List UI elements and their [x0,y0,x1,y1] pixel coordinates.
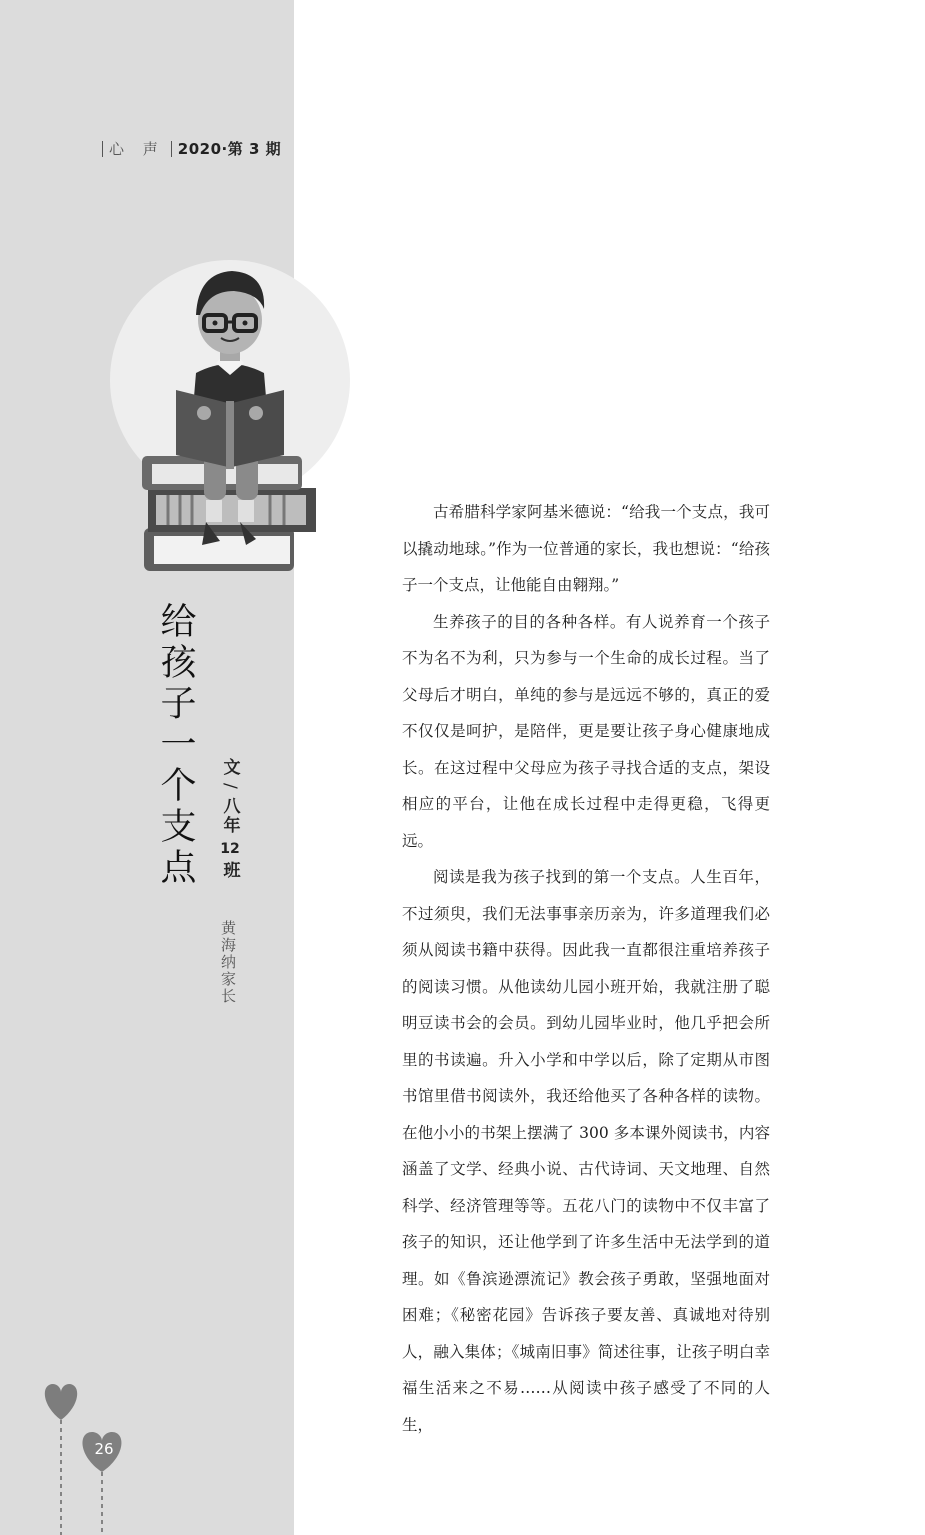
byline-class-number: 12 [220,840,240,857]
byline-grade: 八年 [219,796,240,835]
issue-label: 2020·第 3 期 [177,140,282,158]
byline-prefix: 文 [219,758,240,777]
article-title: 给孩子一个支点 [155,602,196,889]
boy-reading-illustration [108,245,358,585]
article-paragraph: 生养孩子的目的各种各样。有人说养育一个孩子不为名不为利，只为参与一个生命的成长过程。当了父母后才明白，单纯的参与是远远不够的，真正的爱不仅仅是呵护，是陪伴，更是要让孩子身心健康地成长。在这过程中父母应为孩子寻找合适的支点，架设相应的平台，让他在成长过程中走得更稳，飞得更远。 [402,612,770,850]
book-stack [142,456,316,571]
magazine-header [96,138,281,159]
header-divider [102,141,103,157]
article-paragraph: 古希腊科学家阿基米德说：“给我一个支点，我可以撬动地球。”作为一位普通的家长，我也想说：“给孩子一个支点，让他能自由翱翔。” [402,503,770,594]
heart-icon [45,1384,77,1420]
byline-class-suffix: 班 [219,860,240,880]
article-body [402,494,770,1443]
sidebar-panel [0,0,294,1535]
author-name: 黄海纳家长 [219,920,237,1005]
byline [216,758,244,880]
article-paragraph: 阅读是我为孩子找到的第一个支点。人生百年，不过须臾，我们无法事事亲历亲为，许多道理我们必须从阅读书籍中获得。因此我一直都很注重培养孩子的阅读习惯。从他读幼儿园小班开始，我就注册了聪明豆读书会的会员。到幼儿园毕业时，他几乎把会所里的书读遍。升入小学和中学以后，除了定期从市图书馆里借书阅读外，我还给他买了各种各样的读物。在他小小的书架上摆满了 300 多本课外阅读书，内容涵盖了文学、经典小说、古代诗词、天文地理、自然科学、经济管理等等。五花八门的读物中不仅丰富了孩子的知识，还让他学到了许多生活中无法学到的道理。如《鲁滨逊漂流记》教会孩子勇敢，坚强地面对困难；《秘密花园》告诉孩子要友善、真诚地对待别人，融入集体；《城南旧事》简述往事，让孩子明白幸福生活来之不易……从阅读中孩子感受了不同的人生， [402,868,770,1434]
open-book [176,390,284,469]
header-divider [171,141,172,157]
byline-slash: / [220,783,240,791]
column-name: 心 声 [109,140,165,158]
page-number: 26 [94,1440,114,1458]
